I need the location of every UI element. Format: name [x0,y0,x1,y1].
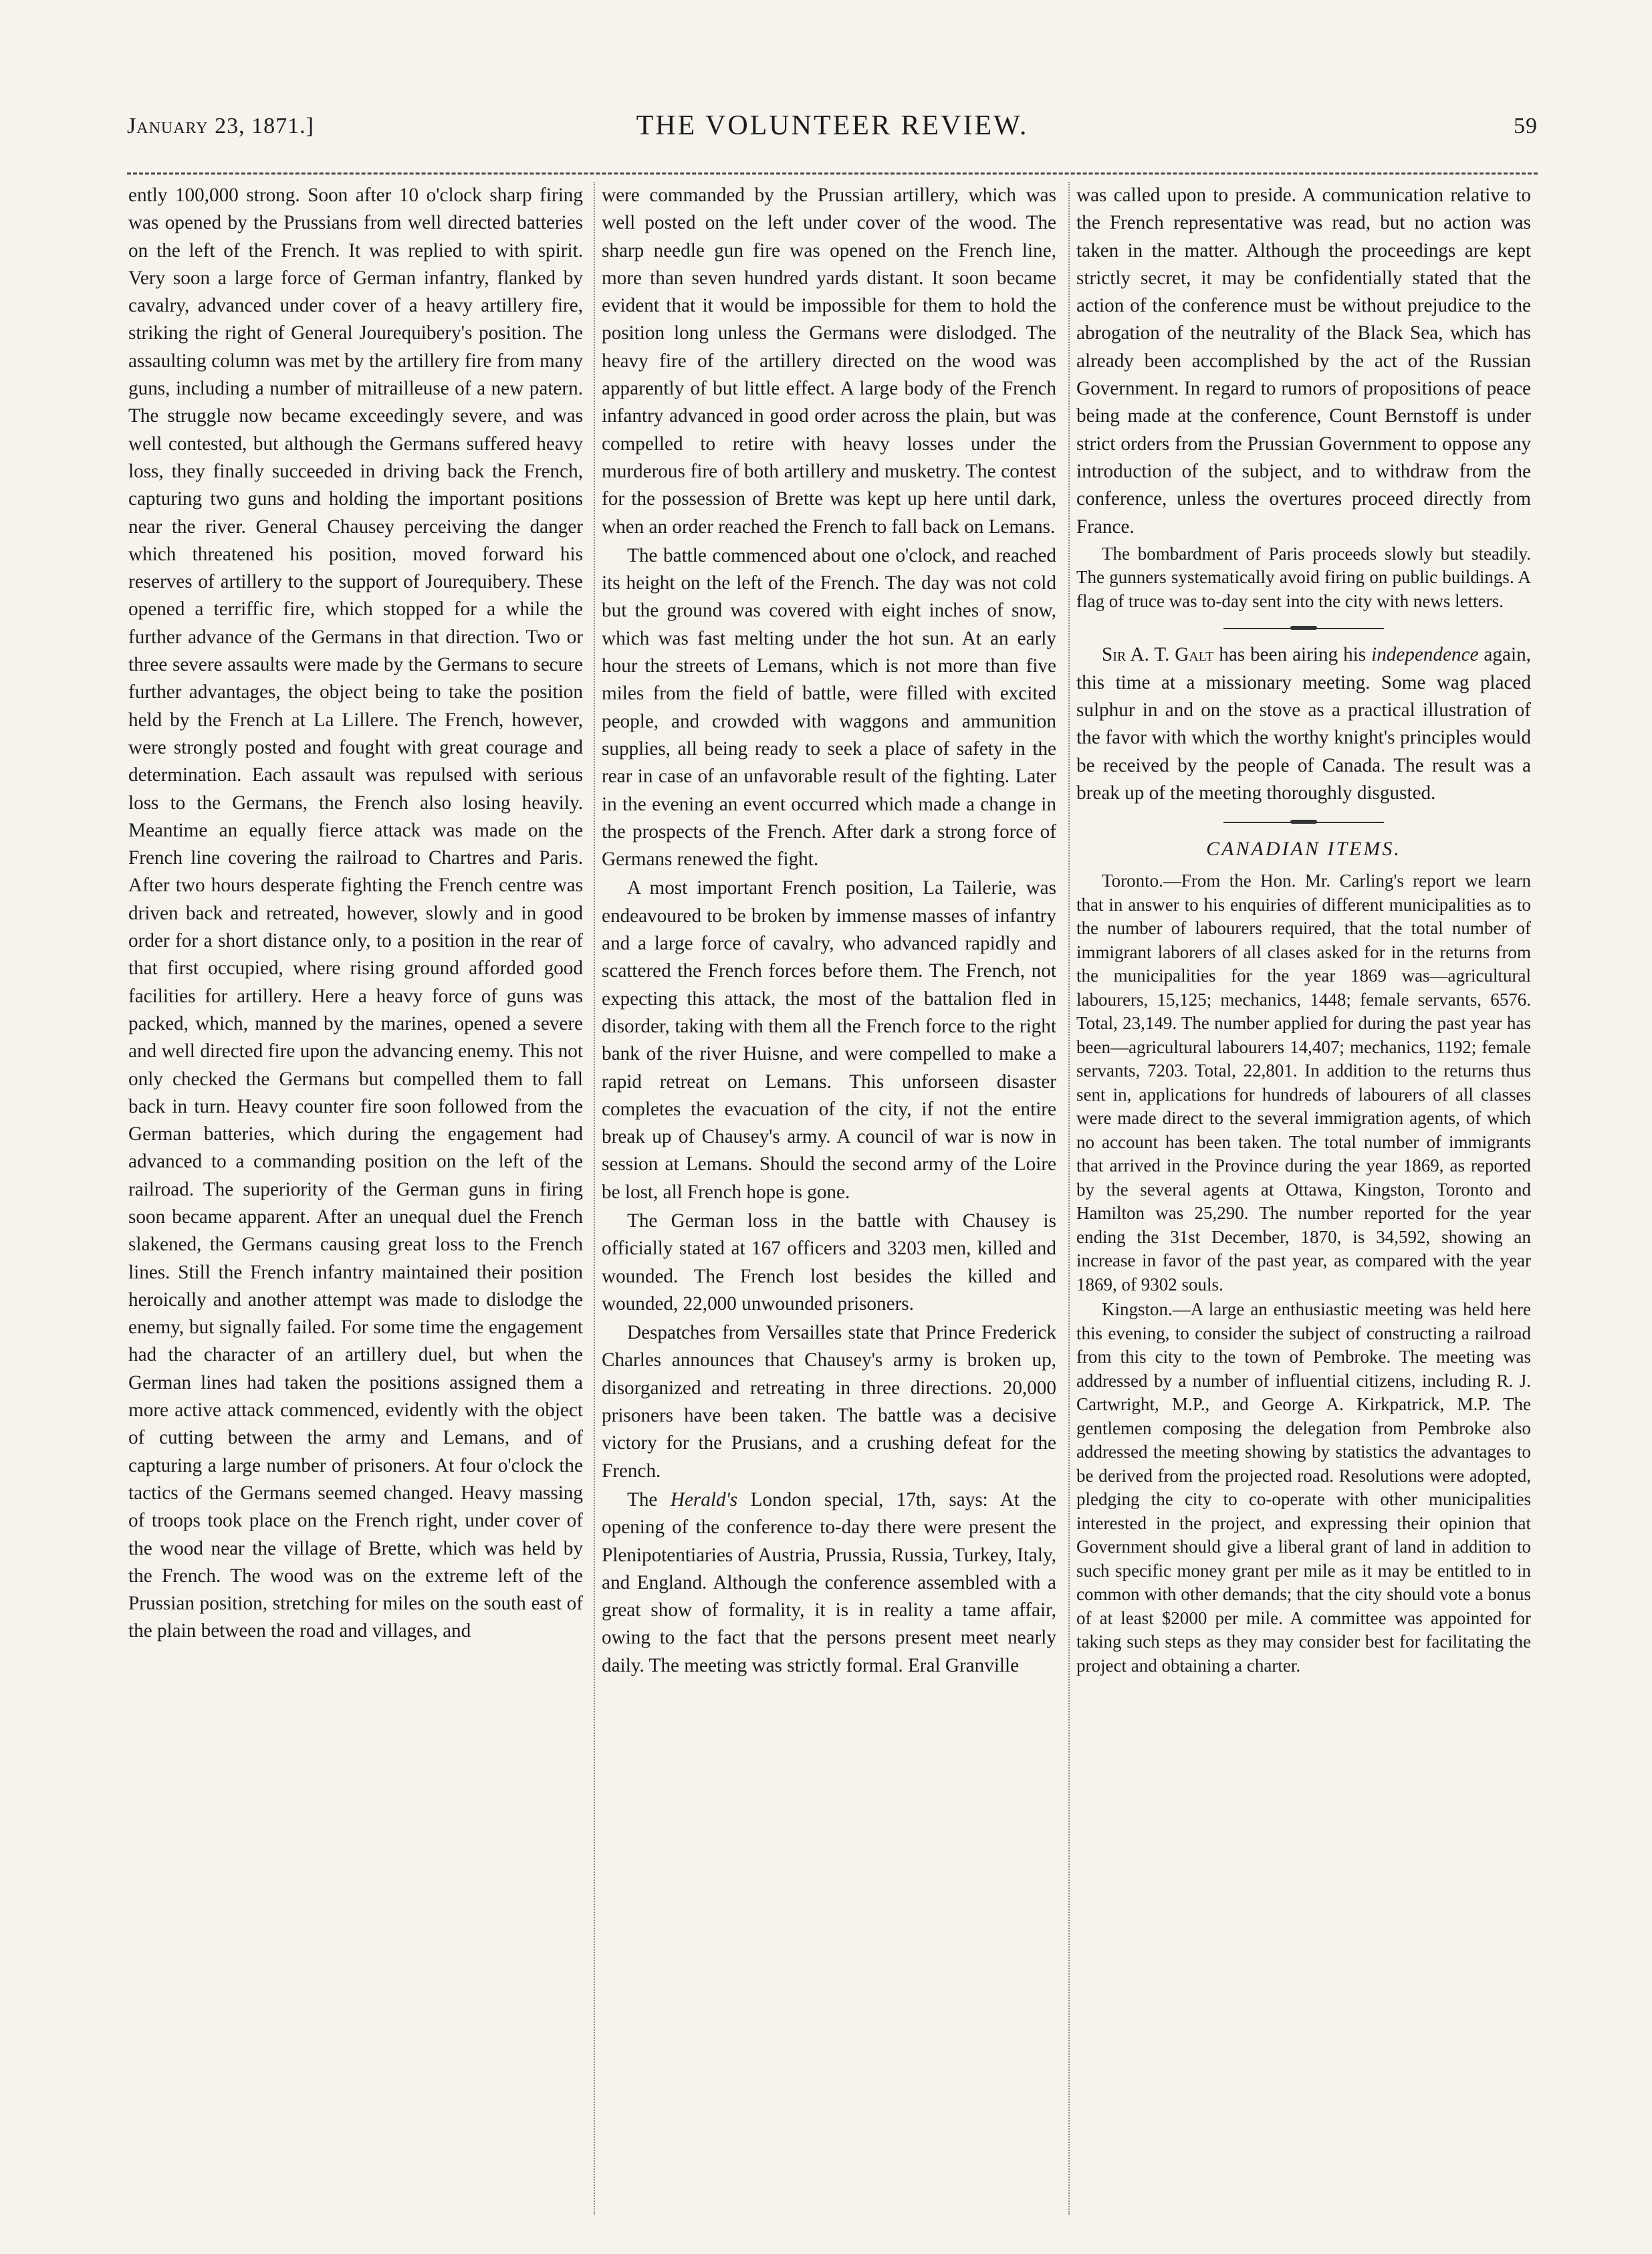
publication-title: THE VOLUNTEER REVIEW. [636,110,1029,141]
text-run: London special, 17th, says: At the opening of the conference to-day there were present the Plenipotentiaries of Austria, Prussia, Russia, Turkey, Italy, and England. Although the conference assembled with a great show of formality, it is in reality a tame affair, owing to the fact that the persons present meet nearly daily. The meeting was strictly formal. Eral Granville [602,1488,1056,1676]
column-divider [594,182,595,2215]
issue-date: January 23, 1871.] [127,114,314,138]
article-paragraph: were commanded by the Prussian artillery, which was well posted on the left under cover of the wood. The sharp needle gun fire was opened on the French line, more than seven hundred yards distant. It soon became evident that it would be impossible for them to hold the position long unless the Germans were dislodged. The heavy fire of the artillery directed on the wood was apparently of but little effect. A large body of the French infantry advanced in good order across the plain, but was compelled to retire with heavy losses under the murderous fire of both artillery and musketry. The contest for the possession of Brette was kept up here until dark, when an order reached the French to fall back on Lemans. [602,185,1056,538]
article-paragraph: Despatches from Versailles state that Prince Frederick Charles announces that Chausey's army is broken up, disorganized and retreating in three directions. 20,000 prisoners have been taken. The battle was a decisive victory for the Prusians, and a crushing defeat for the French. [602,1322,1056,1482]
section-divider [1223,819,1384,826]
article-paragraph: The battle commenced about one o'clock, and reached its height on the left of the French. The day was not cold but the ground was covered with eight inches of snow, which was fast melting under the hot sun. At an early hour the streets of Lemans, which is not more than five miles from the field of battle, were filled with excited people, and crowded with waggons and ammunition supplies, all being ready to seek a place of safety in the rear in case of an unfavorable result of the fighting. Later in the evening an event occurred which made a change in the prospects of the French. After dark a strong force of Germans renewed the fight. [602,544,1056,871]
article-paragraph [602,1486,1056,1680]
column-divider [1068,182,1070,2215]
header-rule [127,173,1538,175]
column-three [1076,182,1531,2228]
article-paragraph: A most important French position, La Tailerie, was endeavoured to be broken by immense masses of infantry and a large force of cavalry, who advanced rapidly and scattered the French forces before them. The French, not expecting this attack, the most of the battalion fled in disorder, taking with them all the French force to the right bank of the river Huisne, and were compelled to make a rapid retreat on Lemans. This unforseen disaster completes the evacuation of the city, if not the entire break up of Chausey's army. A council of war is now in session at Lemans. Should the second army of the Loire be lost, all French hope is gone. [602,877,1056,1203]
article-paragraph: Kingston.—A large an enthusiastic meeting was held here this evening, to consider the subject of constructing a railroad from this city to the town of Pembroke. The meeting was addressed by a number of influential citizens, including R. J. Cartwright, M.P., and George A. Kirkpatrick, M.P. The gentlemen composing the delegation from Pembroke also addressed the meeting showing by statistics the advantages to be derived from the projected road. Resolutions were adopted, pledging the city to co-operate with other municipalities interested in the project, and expressing their opinion that Government should give a liberal grant of land in addition to such specific money grant per mile as it may be entitled to in common with other demands; that the city should vote a bonus of at least $2000 per mile. A committee was appointed for taking such steps as they may consider best for facilitating the project and obtaining a charter. [1076,1299,1531,1676]
article-paragraph [1076,641,1531,807]
emphasis-word: independence [1371,644,1479,666]
text-run: has been airing his [1213,644,1372,666]
article-paragraph: was called upon to preside. A communication relative to the French representative was read, but no action was taken in the matter. Although the proceedings are kept strictly secret, it may be confidentially stated that the action of the conference must be without prejudice to the abrogation of the neutrality of the Black Sea, which has already been accomplished by the act of the Russian Government. In regard to rumors of propositions of peace being made at the conference, Count Bernstoff is under strict orders from the Prussian Government to oppose any introduction of the subject, and to withdraw from the conference, unless the overtures proceed directly from France. [1076,185,1531,538]
person-name: Sir A. T. Galt [1102,644,1214,666]
column-two [602,182,1056,2215]
text-run: The [627,1488,671,1510]
article-paragraph: The bombardment of Paris proceeds slowly but steadily. The gunners systematically avoid firing on public buildings. A flag of truce was to-day sent into the city with news letters. [1076,543,1531,611]
article-paragraph: ently 100,000 strong. Soon after 10 o'clock sharp firing was opened by the Prussians from well directed batteries on the left of the French. It was replied to with spirit. Very soon a large force of German infantry, flanked by cavalry, advanced under cover of a heavy artillery fire, striking the right of General Jourequibery's position. The assaulting column was met by the artillery fire from many guns, including a number of mitrailleuse of a new patern. The struggle now became exceedingly severe, and was well contested, but although the Germans suffered heavy loss, they finally succeeded in driving back the French, capturing two guns and holding the important positions near the river. General Chausey perceiving the danger which threatened his position, moved forward his reserves of artillery to the support of Jourequibery. These opened a terriffic fire, which stopped for a while the further advance of the Germans in that direction. Two or three severe assaults were made by the Germans to secure further advantages, the object being to take the position held by the French at La Lillere. The French, however, were strongly posted and fought with great courage and determination. Each assault was repulsed with serious loss to the Germans, the French also losing heavily. Meantime an equally fierce attack was made on the French line covering the railroad to Chartres and Paris. After two hours desperate fighting the French centre was driven back and retreated, however, slowly and in good order for a short distance only, to a position in the rear of that first occupied, where rising ground afforded good facilities for artillery. Here a heavy force of guns was packed, which, manned by the marines, opened a severe and well directed fire upon the advancing enemy. This not only checked the Germans but compelled them to fall back in turn. Heavy counter fire soon followed from the German batteries, which during the engagement had advanced to a commanding position on the left of the railroad. The superiority of the German guns in firing soon became apparent. After an unequal duel the French slakened, the Germans causing great loss to the French lines. Still the French infantry maintained their position heroically and another attempt was made to dislodge the enemy, but signally failed. For some time the engagement had the character of an artillery duel, but when the German lines had taken the positions assigned them a more active attack commenced, evidently with the object of cutting between the army and Lemans, and of capturing a large number of prisoners. At four o'clock the tactics of the Germans seemed changed. Heavy massing of troops took place on the French right, under cover of the wood near the village of Brette, which was held by the French. The wood was on the extreme left of the Prussian position, stretching for miles on the south east of the plain between the road and villages, and [128,185,583,1642]
column-one [128,182,583,2215]
text-run: again, this time at a missionary meeting. Some wag placed sulphur in and on the stove as a practical illustration of the favor with which the worthy knight's principles would be received by the people of Canada. The result was a break up of the meeting thoroughly disgusted. [1076,644,1531,804]
page-number: 59 [1514,114,1538,138]
section-heading: CANADIAN ITEMS. [1206,838,1401,861]
article-paragraph: The German loss in the battle with Chausey is officially stated at 167 officers and 3203 men, killed and wounded. The French lost besides the killed and wounded, 22,000 unwounded prisoners. [602,1210,1056,1315]
section-divider [1223,625,1384,632]
newspaper-name: Herald's [670,1488,738,1510]
page-header [127,100,1538,147]
article-paragraph: Toronto.—From the Hon. Mr. Carling's report we learn that in answer to his enquiries of different municipalities as to the number of labourers required, that the total number of immigrant laborers of all clases asked for in the returns from the municipalities for the year 1869 was—agricultural labourers, 15,125; mechanics, 1448; female servants, 6576. Total, 23,149. The number applied for during the past year has been—agricultural labourers 14,407; mechanics, 1192; female servants, 7203. Total, 22,801. In addition to the returns thus sent in, applications for hundreds of labourers of all classes were made direct to the several immigration agents, of which no account has been taken. The total number of immigrants that arrived in the Province during the year 1869, as reported by the several agents at Ottawa, Kingston, Toronto and Hamilton was 25,290. The number reported for the year ending the 31st December, 1870, is 34,592, showing an increase in favor of the past year, as compared with the year 1869, of 9302 souls. [1076,871,1531,1294]
